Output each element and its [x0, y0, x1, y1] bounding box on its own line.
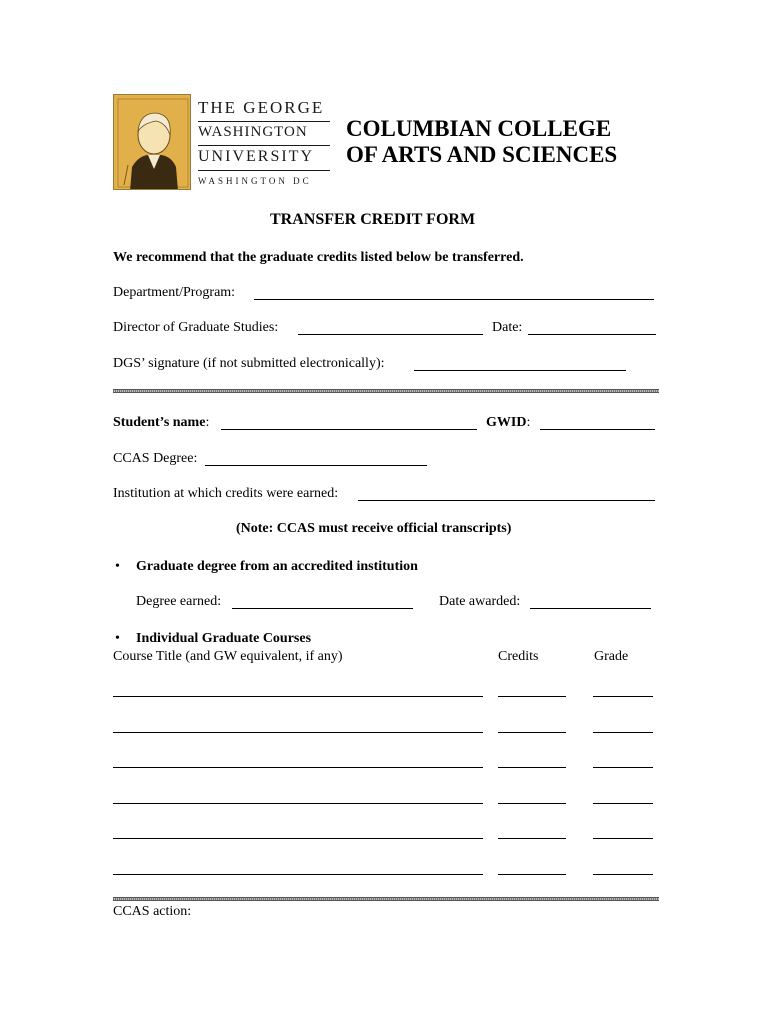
- gwid-field[interactable]: [540, 429, 655, 430]
- date-field[interactable]: [528, 334, 656, 335]
- course-title-field[interactable]: [113, 732, 483, 733]
- logo-line-washington: WASHINGTON: [198, 124, 308, 140]
- student-name-label: Student’s name:: [113, 415, 210, 430]
- dgs-signature-label: DGS’ signature (if not submitted electronically):: [113, 356, 385, 371]
- degree-earned-field[interactable]: [232, 608, 413, 609]
- logo-line-the-george: THE GEORGE: [198, 98, 325, 117]
- credits-field[interactable]: [498, 732, 566, 733]
- transcripts-note: (Note: CCAS must receive official transcripts): [236, 521, 512, 536]
- dgs-signature-field[interactable]: [414, 370, 626, 371]
- date-awarded-label: Date awarded:: [439, 594, 521, 609]
- grade-field[interactable]: [593, 767, 653, 768]
- course-title-field[interactable]: [113, 803, 483, 804]
- course-title-column-header: Course Title (and GW equivalent, if any): [113, 649, 343, 664]
- credits-field[interactable]: [498, 803, 566, 804]
- credits-field[interactable]: [498, 767, 566, 768]
- degree-earned-label: Degree earned:: [136, 594, 222, 609]
- bullet-icon: •: [115, 559, 120, 574]
- grade-column-header: Grade: [594, 649, 629, 664]
- logo-line-location: WASHINGTON DC: [198, 176, 312, 186]
- date-label: Date:: [492, 320, 523, 335]
- grade-field[interactable]: [593, 732, 653, 733]
- course-title-field[interactable]: [113, 838, 483, 839]
- credits-column-header: Credits: [498, 649, 539, 664]
- grade-field[interactable]: [593, 696, 653, 697]
- university-seal-portrait: [113, 94, 191, 190]
- director-field[interactable]: [298, 334, 483, 335]
- graduate-degree-heading: Graduate degree from an accredited institution: [136, 559, 418, 574]
- bullet-icon: •: [115, 631, 120, 646]
- form-title: TRANSFER CREDIT FORM: [270, 211, 476, 228]
- university-wordmark: [198, 96, 334, 194]
- credits-field[interactable]: [498, 874, 566, 875]
- section-divider: [113, 897, 659, 901]
- grade-field[interactable]: [593, 803, 653, 804]
- department-label: Department/Program:: [113, 285, 236, 300]
- college-title-line1: COLUMBIAN COLLEGE: [346, 116, 612, 141]
- logo-divider: [198, 145, 330, 146]
- courses-heading: Individual Graduate Courses: [136, 631, 312, 646]
- course-title-field[interactable]: [113, 874, 483, 875]
- recommendation-statement: We recommend that the graduate credits listed below be transferred.: [113, 250, 524, 265]
- college-title: [346, 116, 617, 168]
- logo-divider: [198, 121, 330, 122]
- credits-field[interactable]: [498, 696, 566, 697]
- ccas-degree-label: CCAS Degree:: [113, 451, 198, 466]
- ccas-action-label: CCAS action:: [113, 904, 192, 919]
- credits-field[interactable]: [498, 838, 566, 839]
- director-label: Director of Graduate Studies:: [113, 320, 279, 335]
- grade-field[interactable]: [593, 838, 653, 839]
- ccas-degree-field[interactable]: [205, 465, 427, 466]
- logo-line-university: UNIVERSITY: [198, 148, 314, 165]
- grade-field[interactable]: [593, 874, 653, 875]
- college-title-line2: OF ARTS AND SCIENCES: [346, 142, 618, 167]
- logo-divider: [198, 170, 330, 171]
- student-name-field[interactable]: [221, 429, 477, 430]
- course-title-field[interactable]: [113, 767, 483, 768]
- course-title-field[interactable]: [113, 696, 483, 697]
- department-field[interactable]: [254, 299, 654, 300]
- institution-label: Institution at which credits were earned:: [113, 486, 339, 501]
- institution-field[interactable]: [358, 500, 655, 501]
- date-awarded-field[interactable]: [530, 608, 651, 609]
- section-divider: [113, 389, 659, 393]
- gwid-label: GWID:: [486, 415, 531, 430]
